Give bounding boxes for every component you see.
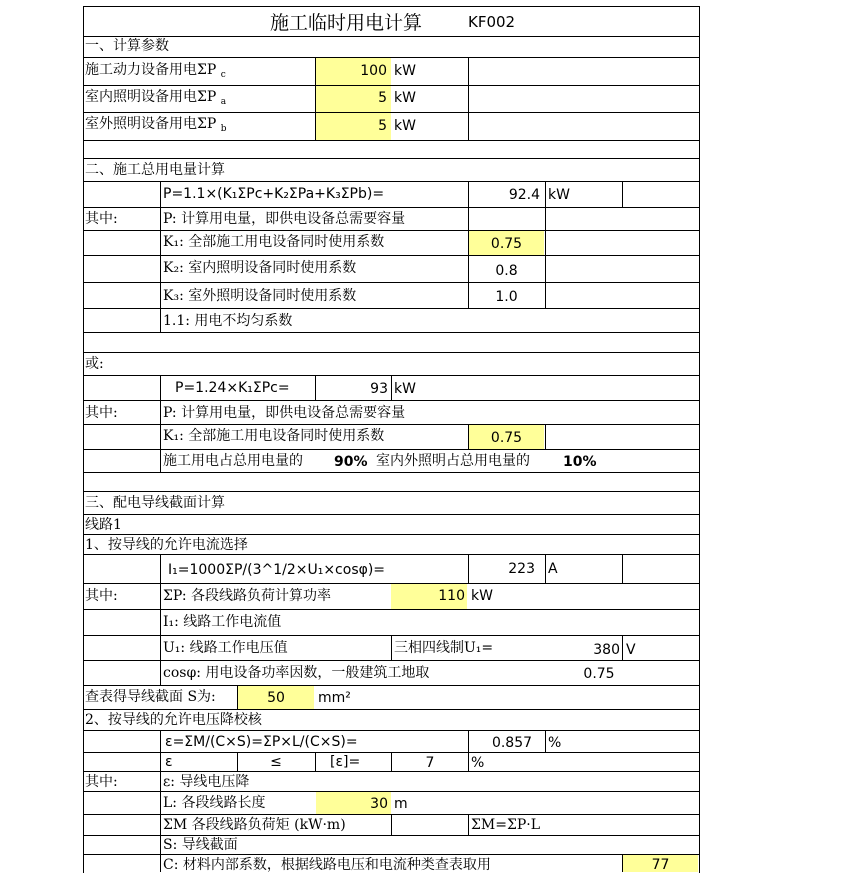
where-label-3: 其中: bbox=[85, 588, 118, 604]
compare-operator: ≤ bbox=[270, 754, 282, 770]
section-size-unit: mm² bbox=[318, 690, 351, 706]
material-coefficient-value[interactable]: 77 bbox=[651, 857, 670, 873]
sum-power-value[interactable]: 110 bbox=[438, 588, 465, 604]
total-power-unit: kW bbox=[548, 187, 570, 203]
param-outdoor-unit: kW bbox=[394, 118, 416, 134]
compare-epsilon: ε bbox=[165, 754, 173, 770]
current-description: I₁: 线路工作电流值 bbox=[163, 614, 282, 630]
alt-power-result: 93 bbox=[370, 381, 388, 397]
compare-limit-label: [ε]= bbox=[330, 754, 361, 770]
param-outdoor-label: 室外照明设备用电ΣP $_b$ bbox=[85, 116, 227, 134]
k1-value-2[interactable]: 0.75 bbox=[490, 430, 523, 446]
voltage-system-label: 三相四线制U₁= bbox=[394, 640, 494, 656]
section-2-heading: 二、施工总用电量计算 bbox=[85, 162, 225, 178]
material-coefficient-description: C: 材料内部系数，根据线路电压和电流种类查表取用 bbox=[163, 857, 491, 873]
current-formula: I₁=1000ΣP/(3^1/2×U₁×cosφ)= bbox=[168, 562, 386, 578]
param-power-label: 施工动力设备用电ΣP $_c$ bbox=[85, 62, 226, 80]
or-label: 或: bbox=[85, 356, 104, 372]
section-description: S: 导线截面 bbox=[163, 837, 238, 853]
k1-value[interactable]: 0.75 bbox=[490, 236, 523, 252]
voltage-value: 380 bbox=[593, 642, 620, 658]
lighting-ratio-value: 10% bbox=[563, 454, 597, 470]
section-3-heading: 三、配电导线截面计算 bbox=[85, 495, 225, 511]
voltage-drop-unit: % bbox=[548, 735, 562, 751]
lighting-ratio-label: 室内外照明占总用电量的 bbox=[376, 453, 530, 469]
current-unit: A bbox=[548, 561, 558, 577]
where-label-2: 其中: bbox=[85, 405, 118, 421]
param-indoor-unit: kW bbox=[394, 90, 416, 106]
subsection-2-heading: 2、按导线的允许电压降校核 bbox=[85, 712, 262, 728]
voltage-unit: V bbox=[626, 642, 636, 658]
compare-limit-unit: % bbox=[471, 755, 485, 771]
param-power-value[interactable]: 100 bbox=[360, 63, 387, 79]
line-1-label: 线路1 bbox=[85, 517, 122, 533]
length-value[interactable]: 30 bbox=[370, 796, 388, 812]
power-factor-value: 0.75 bbox=[583, 666, 615, 682]
param-indoor-value[interactable]: 5 bbox=[378, 90, 387, 106]
param-indoor-label: 室内照明设备用电ΣP $_a$ bbox=[85, 89, 227, 107]
section-size-label: 查表得导线截面 S为: bbox=[85, 689, 216, 705]
voltage-drop-description: ε: 导线电压降 bbox=[163, 774, 250, 790]
k3-value: 1.0 bbox=[495, 289, 518, 305]
current-result: 223 bbox=[508, 561, 535, 577]
document-code: KF002 bbox=[468, 13, 516, 31]
compare-limit-value: 7 bbox=[425, 755, 435, 771]
k1-description: K₁: 全部施工用电设备同时使用系数 bbox=[163, 234, 385, 250]
k3-description: K₃: 室外照明设备同时使用系数 bbox=[163, 288, 357, 304]
p-description-2: P: 计算用电量，即供电设备总需要容量 bbox=[163, 405, 406, 421]
sum-power-description: ΣP: 各段线路负荷计算功率 bbox=[163, 588, 331, 604]
k2-description: K₂: 室内照明设备同时使用系数 bbox=[163, 260, 357, 276]
param-power-unit: kW bbox=[394, 63, 416, 79]
voltage-drop-formula: ε=ΣM/(C×S)=ΣP×L/(C×S)= bbox=[165, 734, 358, 750]
alt-power-formula: P=1.24×K₁ΣPc= bbox=[175, 380, 290, 396]
param-outdoor-value[interactable]: 5 bbox=[378, 118, 387, 134]
sum-power-unit: kW bbox=[471, 588, 493, 604]
k1-description-2: K₁: 全部施工用电设备同时使用系数 bbox=[163, 428, 385, 444]
alt-power-unit: kW bbox=[394, 381, 416, 397]
section-size-value[interactable]: 50 bbox=[267, 690, 285, 706]
where-label: 其中: bbox=[85, 211, 118, 227]
subsection-1-heading: 1、按导线的允许电流选择 bbox=[85, 537, 248, 553]
p-description: P: 计算用电量，即供电设备总需要容量 bbox=[163, 211, 406, 227]
total-power-result: 92.4 bbox=[508, 187, 540, 203]
length-description: L: 各段线路长度 bbox=[163, 795, 266, 811]
uneven-factor-description: 1.1: 用电不均匀系数 bbox=[163, 313, 293, 329]
total-power-formula: P=1.1×(K₁ΣPc+K₂ΣPa+K₃ΣPb)= bbox=[163, 186, 385, 202]
moment-formula: ΣM=ΣP·L bbox=[471, 817, 541, 833]
length-unit: m bbox=[394, 796, 408, 812]
construction-ratio-label: 施工用电占总用电量的 bbox=[163, 453, 303, 469]
k2-value: 0.8 bbox=[495, 263, 518, 279]
moment-description: ΣM 各段线路负荷矩 (kW·m) bbox=[163, 817, 346, 833]
where-label-4: 其中: bbox=[85, 774, 118, 790]
construction-ratio-value: 90% bbox=[334, 454, 368, 470]
voltage-drop-result: 0.857 bbox=[491, 735, 533, 751]
power-factor-description: cosφ: 用电设备功率因数，一般建筑工地取 bbox=[163, 665, 430, 681]
section-1-heading: 一、计算参数 bbox=[85, 38, 169, 54]
page-title: 施工临时用电计算 bbox=[270, 12, 423, 34]
voltage-description: U₁: 线路工作电压值 bbox=[163, 640, 288, 656]
